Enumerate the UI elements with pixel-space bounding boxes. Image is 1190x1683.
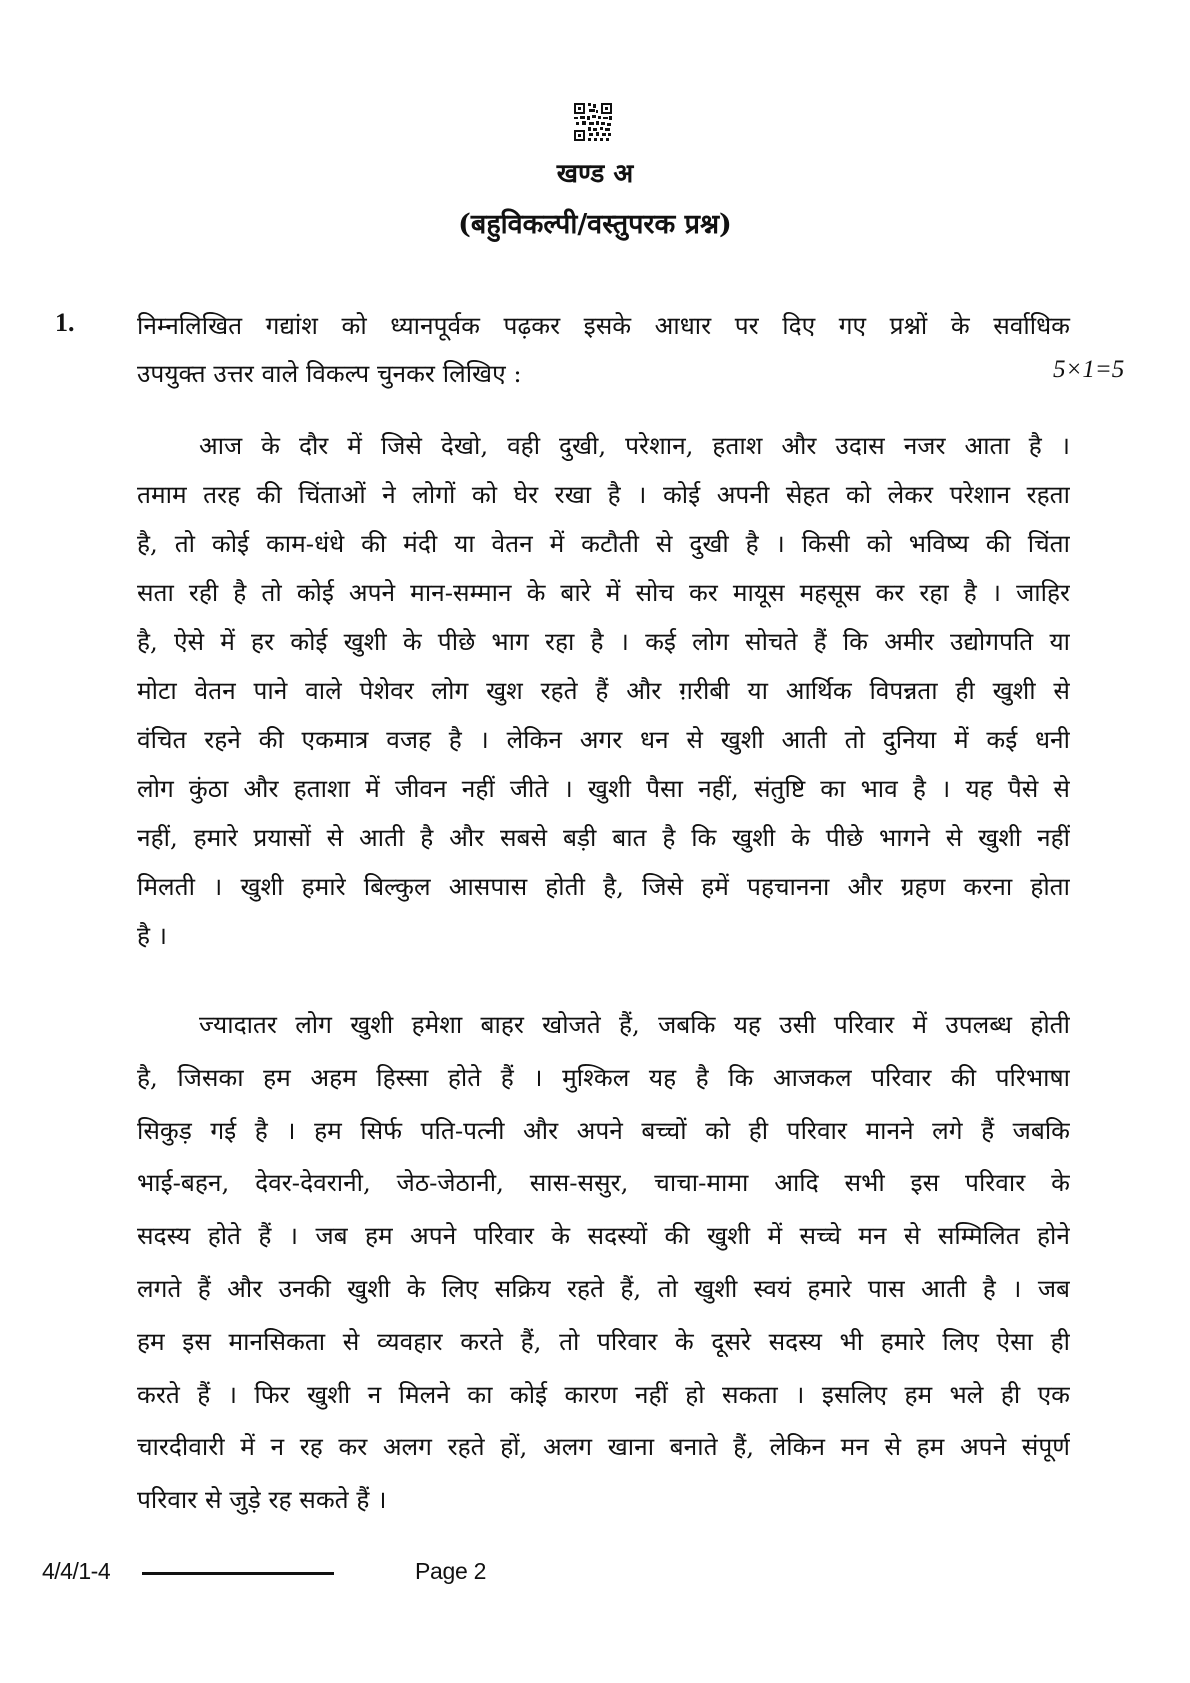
passage-line: चारदीवारी में न रह कर अलग रहते हों, अलग खाना बनाते हैं, लेकिन मन से हम अपने संपूर्ण: [137, 1432, 1070, 1462]
passage-line: है, जिसका हम अहम हिस्सा होते हैं । मुश्किल यह है कि आजकल परिवार की परिभाषा: [137, 1062, 1070, 1092]
question-number: 1.: [55, 308, 75, 337]
passage-line: आज के दौर में जिसे देखो, वही दुखी, परेशान, हताश और उदास नजर आता है ।: [199, 431, 1070, 460]
passage-line: करते हैं । फिर खुशी न मिलने का कोई कारण नहीं हो सकता । इसलिए हम भले ही एक: [137, 1379, 1070, 1409]
passage-line: वंचित रहने की एकमात्र वजह है । लेकिन अगर धन से खुशी आती तो दुनिया में कई धनी: [137, 725, 1070, 754]
passage-line: है, ऐसे में हर कोई खुशी के पीछे भाग रहा है । कई लोग सोचते हैं कि अमीर उद्योगपति या: [137, 627, 1070, 656]
passage-line: है, तो कोई काम-धंधे की मंदी या वेतन में कटौती से दुखी है । किसी को भविष्य की चिंता: [137, 529, 1070, 558]
passage-line: लोग कुंठा और हताशा में जीवन नहीं जीते । खुशी पैसा नहीं, संतुष्टि का भाव है । यह पैसे से: [137, 774, 1070, 803]
passage-line: लगते हैं और उनकी खुशी के लिए सक्रिय रहते हैं, तो खुशी स्वयं हमारे पास आती है । जब: [137, 1273, 1070, 1303]
passage-line: तमाम तरह की चिंताओं ने लोगों को घेर रखा है । कोई अपनी सेहत को लेकर परेशान रहता: [137, 480, 1070, 509]
paper-code: 4/4/1-4: [42, 1558, 111, 1584]
passage-line: सता रही है तो कोई अपने मान-सम्मान के बारे में सोच कर मायूस महसूस कर रहा है । जाहिर: [137, 578, 1070, 607]
section-title: खण्ड अ: [556, 159, 634, 189]
passage-line: मिलती । खुशी हमारे बिल्कुल आसपास होती है, जिसे हमें पहचानना और ग्रहण करना होता: [137, 872, 1070, 901]
passage-line: सदस्य होते हैं । जब हम अपने परिवार के सदस्यों की खुशी में सच्चे मन से सम्मिलित होने: [137, 1221, 1070, 1251]
instruction-line: निम्नलिखित गद्यांश को ध्यानपूर्वक पढ़कर इसके आधार पर दिए गए प्रश्नों के सर्वाधिक: [137, 311, 1070, 340]
passage-line: मोटा वेतन पाने वाले पेशेवर लोग खुश रहते हैं और ग़रीबी या आर्थिक विपन्नता ही खुशी से: [137, 676, 1070, 705]
passage-line: ज्यादातर लोग खुशी हमेशा बाहर खोजते हैं, जबकि यह उसी परिवार में उपलब्ध होती: [199, 1010, 1070, 1039]
passage-line: हम इस मानसिकता से व्यवहार करते हैं, तो परिवार के दूसरे सदस्य भी हमारे लिए ऐसा ही: [137, 1326, 1070, 1356]
instruction-line: उपयुक्त उत्तर वाले विकल्प चुनकर लिखिए :: [137, 359, 522, 388]
qr-code-icon: [573, 102, 613, 142]
question-instruction: [137, 302, 1070, 398]
footer-divider: [142, 1572, 334, 1575]
section-subtitle: (बहुविकल्पी/वस्तुपरक प्रश्न): [458, 209, 732, 240]
passage-line: है ।: [137, 921, 168, 950]
passage-paragraph-2: [137, 999, 1070, 1527]
passage-line: भाई-बहन, देवर-देवरानी, जेठ-जेठानी, सास-ससुर, चाचा-मामा आदि सभी इस परिवार के: [137, 1168, 1070, 1198]
passage-line: सिकुड़ गई है । हम सिर्फ पति-पत्नी और अपने बच्चों को ही परिवार मानने लगे हैं जबकि: [137, 1115, 1070, 1145]
page-number: Page 2: [415, 1558, 487, 1584]
passage-line: परिवार से जुड़े रह सकते हैं ।: [137, 1485, 387, 1515]
passage-paragraph-1: [137, 421, 1070, 960]
marks-allocation: 5×1=5: [1053, 356, 1125, 383]
passage-line: नहीं, हमारे प्रयासों से आती है और सबसे बड़ी बात है कि खुशी के पीछे भागने से खुशी नहीं: [137, 823, 1070, 852]
